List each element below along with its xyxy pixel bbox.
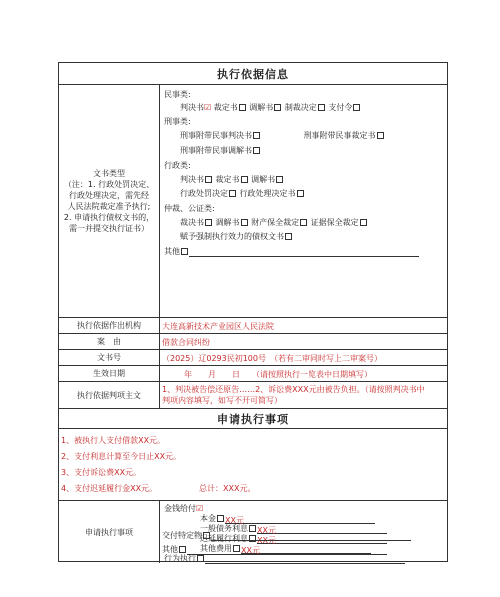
admin-option-judgment[interactable]: 判决书 (180, 175, 204, 184)
checkbox-icon[interactable] (203, 532, 210, 539)
field-label: 执行依据作出机构 (77, 321, 141, 330)
civil-option-payment-order[interactable]: 支付令 (328, 103, 353, 112)
apply-item: 4、支付迟延履行金XX元。 (61, 484, 158, 493)
criminal-option-judgment[interactable]: 刑事附带民事判决书 (180, 131, 252, 140)
field-row-doc-no (59, 350, 447, 366)
field-label: 生效日期 (93, 369, 125, 378)
checkbox-icon[interactable] (229, 190, 236, 197)
arb-option-award[interactable]: 裁决书 (180, 218, 204, 227)
checkbox-icon[interactable] (300, 219, 307, 226)
other-matter-input[interactable] (187, 546, 387, 555)
principal-value[interactable]: XX元 (225, 515, 375, 524)
judgment-value[interactable] (159, 382, 447, 408)
section-header (59, 63, 447, 85)
deliver-line[interactable] (162, 530, 411, 541)
admin-options-1 (180, 174, 284, 185)
civil-option-mediation[interactable]: 调解书 (249, 103, 274, 112)
field-value[interactable]: 年 月 日 （请按照执行一览表中日期填写） (159, 366, 447, 381)
field-row-authority (59, 318, 447, 334)
arb-option-mediation[interactable]: 调解书 (215, 218, 240, 227)
act-input[interactable] (205, 555, 405, 564)
checkbox-icon[interactable] (197, 555, 204, 562)
act-label: 行为执行 (164, 554, 196, 563)
checkbox-icon[interactable] (241, 219, 248, 226)
doc-type-note: （注：1. 行政处罚决定、 (63, 180, 155, 189)
other-type-label: 其他 (164, 247, 180, 256)
apply-item: 2、支付利息计算至今日止XX元。 (61, 452, 182, 461)
checkbox-icon[interactable] (276, 176, 283, 183)
criminal-option-mediation[interactable]: 刑事附带民事调解书 (180, 146, 252, 155)
checkbox-icon[interactable] (181, 248, 188, 255)
doc-type-note: 2. 申请执行债权文书的， (63, 213, 155, 222)
judgment-line: 判项内容填写，如写不开可简写） (162, 396, 282, 405)
checkbox-icon[interactable] (239, 104, 246, 111)
doc-type-options (159, 85, 447, 317)
form-table (58, 62, 448, 562)
doc-type-title: 文书类型 (93, 169, 125, 178)
doc-type-note: 行政处理决定，需先经 (69, 191, 149, 200)
arb-option-enforceable-debt[interactable]: 赋予强制执行效力的债权文书 (180, 232, 284, 241)
checked-icon[interactable]: ☑ (196, 504, 204, 513)
admin-options-2 (180, 188, 305, 199)
checkbox-icon[interactable] (205, 176, 212, 183)
delay-value[interactable]: XX元 (257, 535, 387, 544)
field-row-effective-date (59, 366, 447, 382)
checkbox-icon[interactable] (353, 104, 360, 111)
other-matter-line[interactable] (162, 544, 387, 555)
field-value[interactable]: （2025）辽0293民初100号 （若有二审同时写上二审案号） (159, 350, 447, 365)
apply-list[interactable] (59, 429, 447, 501)
admin-option-mediation[interactable]: 调解书 (251, 175, 276, 184)
civil-heading: 民事类: (164, 90, 191, 99)
field-row-cause (59, 334, 447, 350)
other-fee-value[interactable]: XX元 (241, 545, 371, 554)
checkbox-icon[interactable] (205, 219, 212, 226)
apply-header (59, 409, 447, 429)
other-fee-label: 其他费用 (200, 544, 232, 553)
checkbox-icon[interactable] (377, 132, 384, 139)
checkbox-icon[interactable] (318, 104, 325, 111)
checkbox-icon[interactable] (297, 190, 304, 197)
checkbox-icon[interactable] (274, 104, 281, 111)
judgment-row (59, 382, 447, 409)
apply-item: 1、被执行人支付借款XX元。 (61, 436, 166, 445)
interest-label: 一般债务利息 (200, 524, 248, 533)
arb-options-2 (180, 231, 293, 242)
section-title: 执行依据信息 (217, 67, 289, 81)
apply-total: 总计：XXX元。 (199, 484, 256, 493)
matters-label: 申请执行事项 (85, 527, 133, 537)
doc-type-note: 人民法院裁定准予执行; (67, 202, 151, 211)
checkbox-icon[interactable] (253, 147, 260, 154)
admin-option-ruling[interactable]: 裁定书 (215, 175, 240, 184)
interest-value[interactable]: XX元 (257, 525, 387, 534)
criminal-options-2 (180, 145, 261, 156)
other-type (164, 246, 419, 257)
civil-options (180, 102, 361, 113)
field-value[interactable]: 大连高新技术产业园区人民法院 (159, 318, 447, 333)
deliver-input[interactable] (211, 532, 411, 541)
civil-option-ruling[interactable]: 裁定书 (213, 103, 238, 112)
field-value[interactable]: 借款合同纠纷 (159, 334, 447, 349)
criminal-heading: 刑事类: (164, 117, 191, 126)
judgment-label: 执行依据判项主文 (77, 390, 141, 400)
arb-options-1 (180, 217, 368, 228)
principal-label: 本金 (200, 514, 216, 523)
apply-title: 申请执行事项 (217, 412, 289, 426)
field-label: 文书号 (97, 353, 121, 362)
checkbox-icon[interactable] (360, 219, 367, 226)
arb-heading: 仲裁、公证类: (164, 204, 215, 213)
criminal-option-ruling[interactable]: 刑事附带民事裁定书 (303, 131, 376, 140)
admin-option-penalty[interactable]: 行政处罚决定 (180, 189, 228, 198)
arb-option-evidence-preservation[interactable]: 证据保全裁定 (310, 218, 359, 227)
arb-option-property-preservation[interactable]: 财产保全裁定 (251, 218, 300, 227)
checkbox-icon[interactable] (217, 515, 224, 522)
criminal-options (180, 130, 385, 141)
other-matter-label: 其他 (162, 545, 178, 554)
doc-type-label (59, 85, 159, 317)
admin-heading: 行政类: (164, 161, 191, 170)
doc-type-note: 需一并提交执行证书） (69, 224, 149, 233)
admin-option-handling[interactable]: 行政处理决定书 (239, 189, 296, 198)
civil-option-judgment[interactable]: 判决书 (180, 103, 204, 112)
doc-type-row (59, 85, 447, 318)
money-option[interactable] (164, 503, 203, 514)
other-type-input[interactable] (189, 248, 419, 257)
money-label: 金钱给付 (164, 504, 196, 513)
deliver-label: 交付特定物 (162, 531, 202, 540)
apply-item: 3、支付诉讼费XX元。 (61, 468, 142, 477)
judgment-line: 1、判决被告偿还原告……2、诉讼费XXX元由被告负担。（请按照判决书中 (162, 385, 425, 394)
checkbox-icon[interactable] (179, 546, 186, 553)
civil-option-sanction[interactable]: 制裁决定 (284, 103, 317, 112)
field-label: 案 由 (97, 337, 121, 346)
checkbox-icon[interactable] (241, 176, 248, 183)
checkbox-icon[interactable] (253, 132, 260, 139)
delay-label: 迟延履行利息 (200, 534, 248, 543)
checkbox-icon[interactable] (285, 233, 292, 240)
checked-icon[interactable]: ☑ (204, 103, 212, 112)
